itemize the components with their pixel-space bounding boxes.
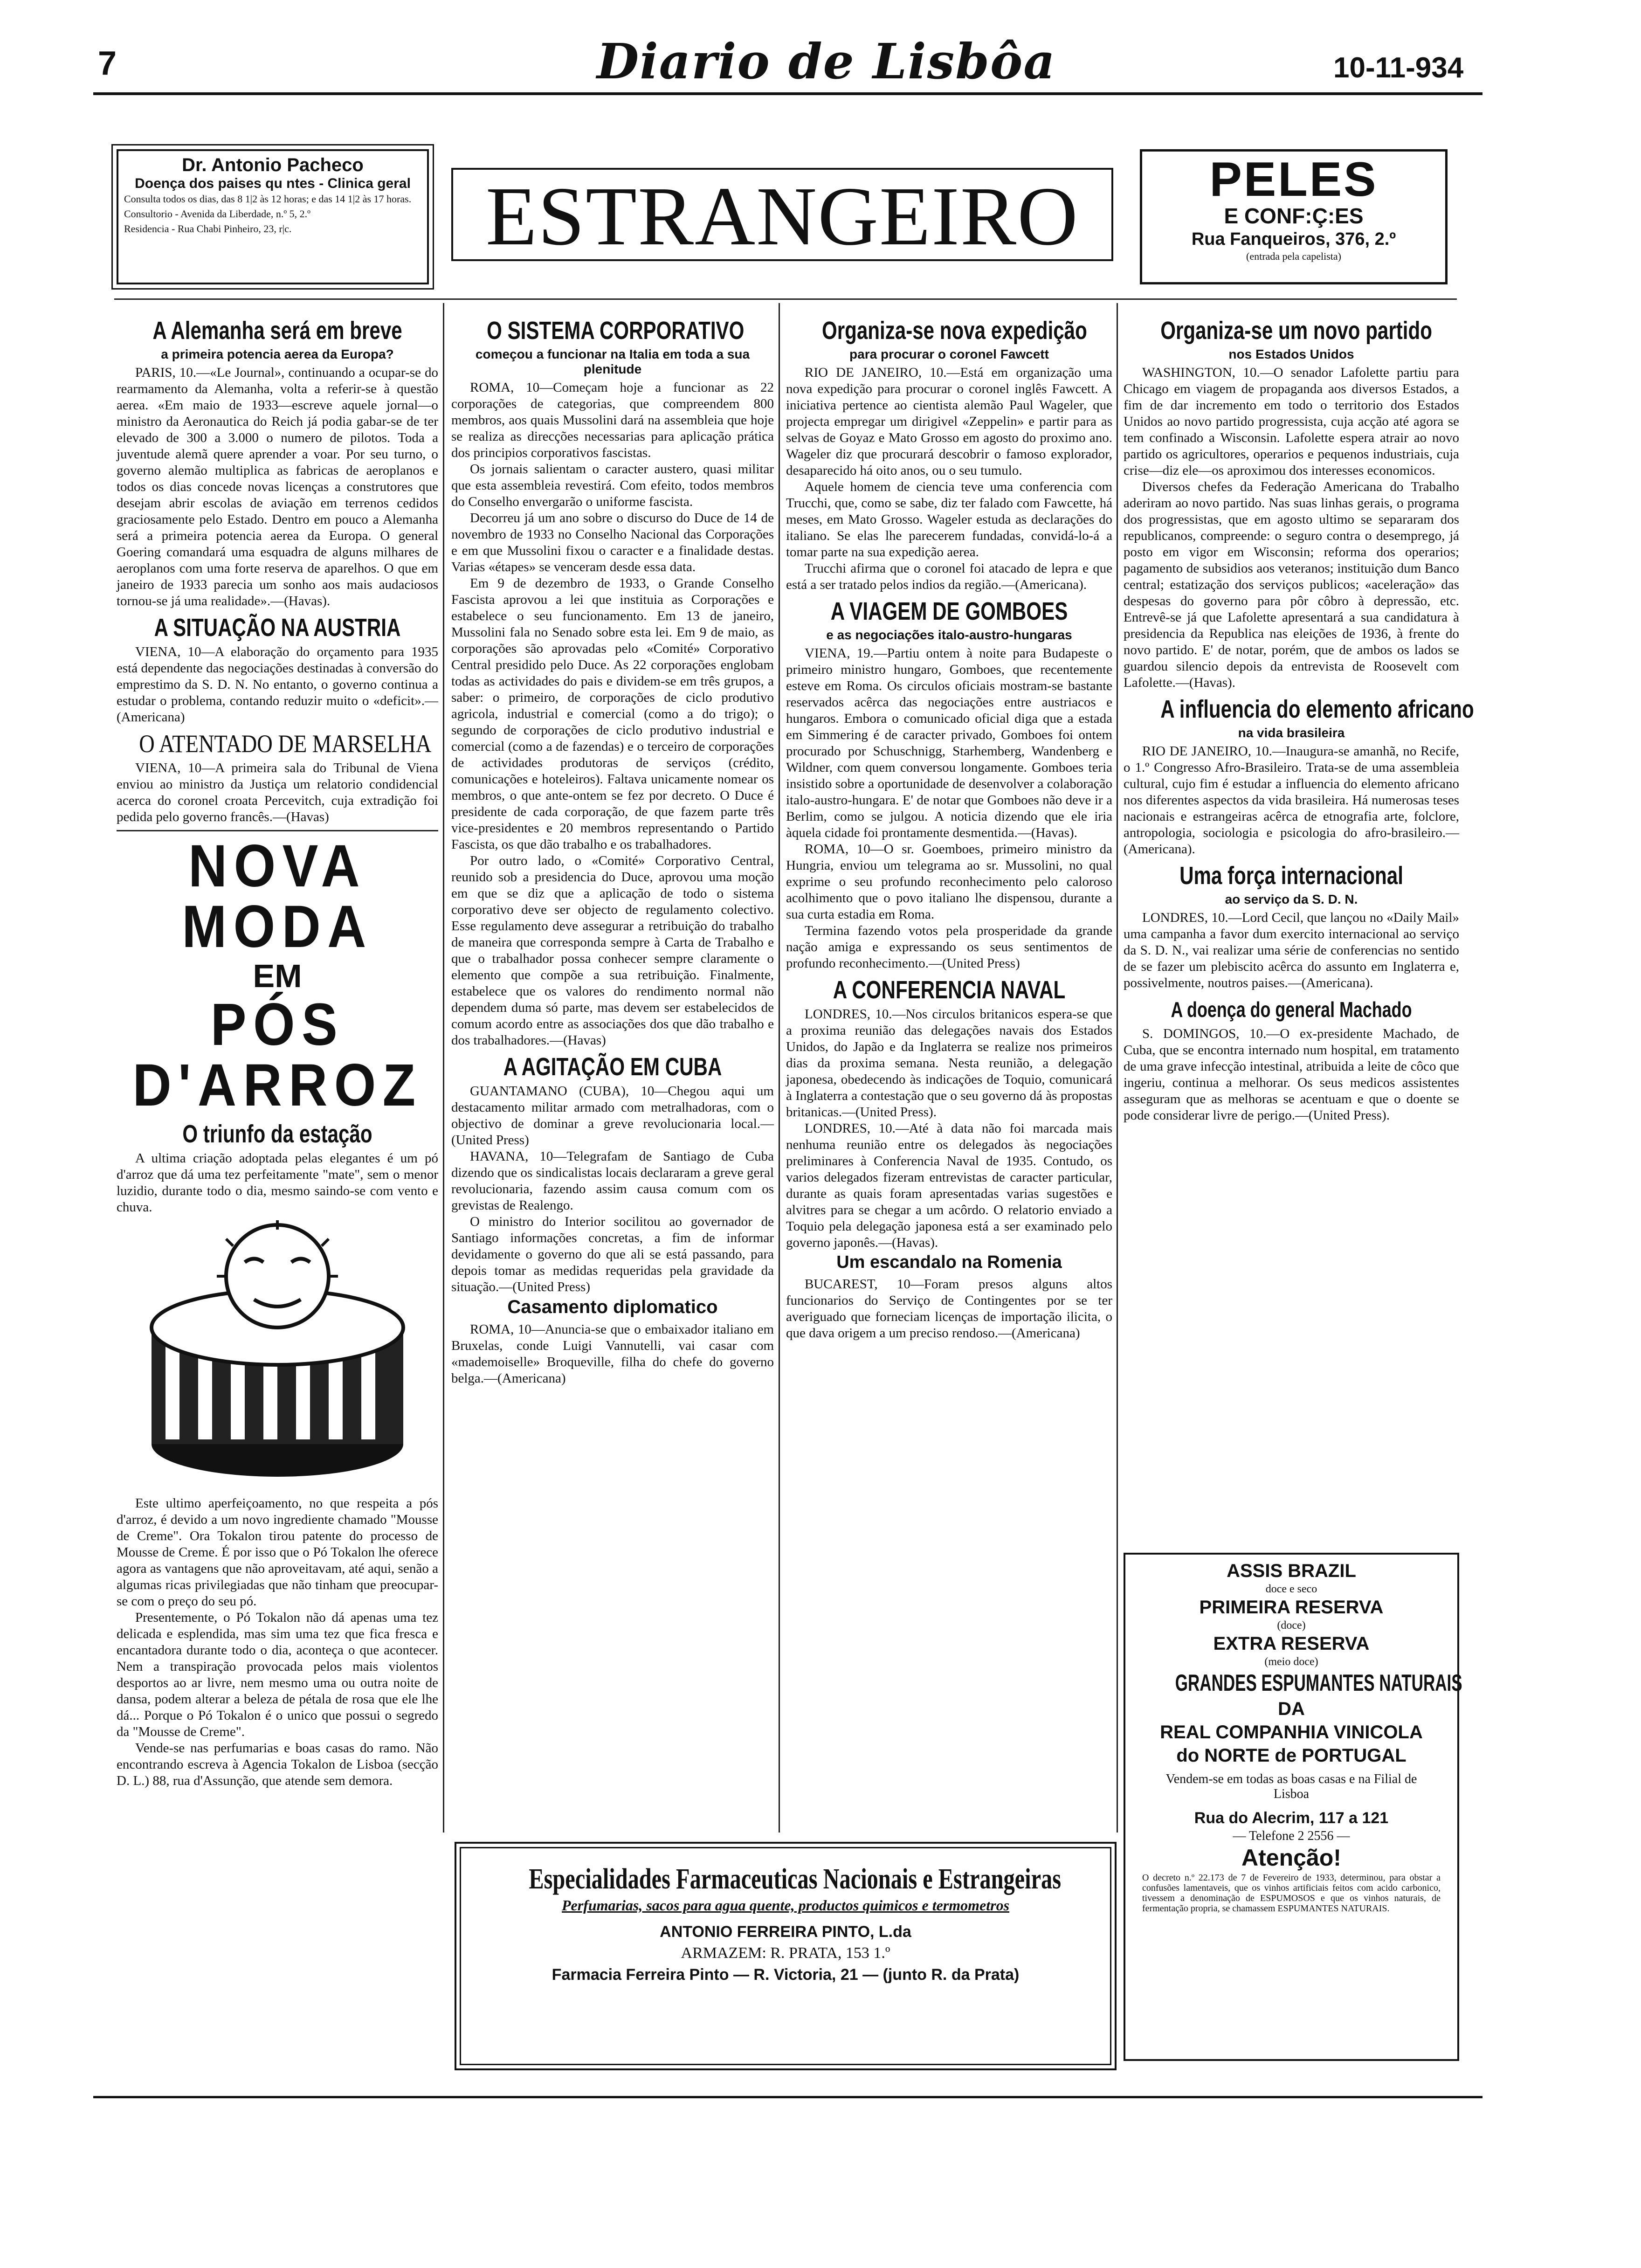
doctor-name: Dr. Antonio Pacheco bbox=[182, 155, 364, 175]
page-number: 7 bbox=[98, 45, 117, 82]
headline: O ATENTADO DE MARSELHA bbox=[139, 730, 432, 758]
masthead-rule bbox=[93, 92, 1482, 95]
peles-note: (entrada pela capelista) bbox=[1246, 250, 1341, 262]
tokalon-ad-headline: NOVA MODA bbox=[182, 833, 373, 960]
subheadline: para procurar o coronel Fawcett bbox=[849, 347, 1049, 361]
peles-ad bbox=[1140, 149, 1448, 284]
tokalon-ad-text: Este ultimo aperfeiçoamento, no que respeita a pós d'arroz, é devido a um novo ingrediente chamado "Mousse de Creme". Ora Tokalon tirou patente do processo de Mousse de Creme. É por isso que o Pó Tokalon lhe oferece agora as vantagens que não aproveitavam, até aqui, senão a algumas ricas privilegiadas que não tinham que preocupar-se com o preço do seu pó. bbox=[117, 1496, 438, 1609]
wine-extra-reserva: EXTRA RESERVA bbox=[1213, 1633, 1370, 1654]
article-text: PARIS, 10.—«Le Journal», continuando a ocupar-se do rearmamento da Alemanha, volta a referir-se à questão aerea. «Em maio de 1933—escreve aquele jornal—o ministro da Aeronautica do Reich já podia gabar-se de ter elevado de 300 a 3.000 o numero de pilotos. Toda a juventude alemã quere aprender a voar. Por seu turno, o governo alemão multiplica as fabricas de aeroplanos e todos os dias concede novas licenças a construtores que desejam abrir escolas de aviação em terrenos cedidos graciosamente pelo Estado. Dentro em pouco a Alemanha será a primeira potencia aerea da Europa. O general Goering comandará uma esquadra de alguns milhares de aeroplanos com uma forte reserva de aparelhos. O que em janeiro de 1933 parecia um sonho aos mais audaciosos tornou-se já uma realidade».—(Havas). bbox=[117, 365, 438, 608]
page-bottom-rule bbox=[93, 2096, 1482, 2098]
subheadline: na vida brasileira bbox=[1238, 726, 1345, 740]
article-text: RIO DE JANEIRO, 10.—Inaugura-se amanhã, no Recife, o 1.º Congresso Afro-Brasileiro. Trata-se de uma assembleia cultural, cujo fim é estudar a influencia do elemento africano nos diferentes aspectos da vida brasileira. Há numerosas teses nacionais e estrangeiras acêrca de etnografia arte, folclore, antropologia, sociologia e psicologia do afro-brasileiro.—(Americana). bbox=[1124, 744, 1459, 857]
doctor-office: Consultorio - Avenida da Liberdade, n.º 5, 2.º bbox=[124, 208, 310, 220]
wine-address: Rua do Alecrim, 117 a 121 bbox=[1194, 1809, 1389, 1827]
pharmacy-products: Perfumarias, sacos para agua quente, productos quimicos e termometros bbox=[561, 1897, 1010, 1914]
article-text: BUCAREST, 10—Foram presos alguns altos funcionarios do Serviço de Contingentes por se ter averiguado que forneciam licenças de importação ilicita, o que dava origem a um preciso rendoso.—(Americana) bbox=[786, 1277, 1112, 1341]
headline: Organiza-se um novo partido bbox=[1160, 317, 1432, 345]
pharmacy-address: Farmacia Ferreira Pinto — R. Victoria, 21 — (junto R. da Prata) bbox=[552, 1966, 1020, 1984]
wine-region: do NORTE de PORTUGAL bbox=[1176, 1745, 1407, 1766]
powder-box-illustration bbox=[138, 1220, 417, 1491]
headline: Um escandalo na Romenia bbox=[836, 1252, 1062, 1272]
doctor-hours: Consulta todos os dias, das 8 1|2 às 12 horas; e das 14 1|2 às 17 horas. bbox=[124, 193, 412, 205]
article-text: ROMA, 10—Começam hoje a funcionar as 22 corporações de categorias, que compreendem 800 membros, aos quais Mussolini dará na assembleia que hoje se realiza as direcções necessarias para aplicação prática dos principios corporativos fascistas. bbox=[451, 380, 774, 460]
column-2 bbox=[451, 312, 774, 1387]
tokalon-ad-em: EM bbox=[253, 958, 302, 994]
column-1 bbox=[117, 312, 438, 1789]
article-text: LONDRES, 10.—Lord Cecil, que lançou no «Daily Mail» uma campanha a favor dum exercito internacional ao serviço da S. D. N., vai realizar uma série de conferencias no sentido de se fazer um plebiscito acêrca do assunto em Inglaterra e, possivelmente, noutros paises.—(Americana). bbox=[1124, 910, 1459, 990]
subheadline: e as negociações italo-austro-hungaras bbox=[826, 628, 1072, 642]
article-text: Em 9 de dezembro de 1933, o Grande Conselho Fascista aprovou a lei que instituia as Corporações e estabelece o seu funcionamento. Em 13 de janeiro, Mussolini fala no Senado sobre esta lei. Em 9 de maio, as corporações são aprovadas pelo «Comité» Corporativo Central presidido pelo Duce. As 22 corporações englobam todas as actividades do pais e dividem-se em três grupos, a saber: o primeiro, de corporações de ciclo produtivo agricola, industrial e comercial (como a do trigo); o segundo de corporações de ciclo produtivo industrial e comercial (como a de fazendas) e o terceiro de corporações de actividades produtoras de serviços (crédito, comunicações e hoteleiros). Faltava unicamente nomear os membros, o que ante-ontem se fez por decreto. O Duce é presidente de cada corporação, de que fazem parte três vice-presidentes e 20 membros representando o Partido Fascista, os que dão trabalho e os trabalhadores. bbox=[451, 576, 774, 852]
tokalon-ad-text: Vende-se nas perfumarias e boas casas do ramo. Não encontrando escreva à Agencia Tokalon de Lisboa (secção D. L.) 88, rua d'Assunção, que atende sem demora. bbox=[117, 1741, 438, 1788]
headline: A doença do general Machado bbox=[1171, 997, 1412, 1022]
article-text: RIO DE JANEIRO, 10.—Está em organização uma nova expedição para procurar o coronel inglês Fawcett. A iniciativa pertence ao cientista alemão Paul Wageler, que projecta empregar um dirigivel «Zeppelin» e partir para as selvas de Goyaz e Mato Grosso em agosto do proximo ano. Wageler diz que procurará descobrir o famoso explorador, desaparecido há oito anos, ou o seu tumulo. bbox=[786, 365, 1112, 478]
article-text: S. DOMINGOS, 10.—O ex-presidente Machado, de Cuba, que se encontra internado num hospital, em tratamento de uma grave infecção intestinal, atribuida a leite de côco que ingeriu, continua a melhorar. Os seus medicos assistentes asseguram que as melhoras se acentuam e que o doente se pode considerar livre de perigo.—(United Press). bbox=[1124, 1026, 1459, 1123]
column-divider bbox=[1117, 303, 1118, 1832]
wine-da: DA bbox=[1278, 1699, 1305, 1719]
article-text: WASHINGTON, 10.—O senador Lafolette partiu para Chicago em viagem de propaganda aos diversos Estados, a fim de dar incremento em todo o territorio dos Estados Unidos ao novo partido progressista, cuja acção até agora se tem confinado a Wisconsin. Lafolette espera atrair ao novo partido os agricultores, operarios e pequenos industriais, cuja crise—diz ele—os aproximou dos interesses economicos. bbox=[1124, 365, 1459, 478]
pharmacy-warehouse: ARMAZEM: R. PRATA, 153 1.º bbox=[681, 1944, 890, 1962]
wine-company: REAL COMPANHIA VINICOLA bbox=[1160, 1722, 1423, 1742]
headline: A SITUAÇÃO NA AUSTRIA bbox=[154, 614, 401, 642]
article-text: Trucchi afirma que o coronel foi atacado de lepra e que está a ser tratado pelos indios da região.—(Americana). bbox=[786, 561, 1112, 592]
article-text: VIENA, 19.—Partiu ontem à noite para Budapeste o primeiro ministro hungaro, Gomboes, que recentemente esteve em Roma. Os circulos oficiais mostram-se bastante reservados acêrca das negociações entre austriacos e hungaros. Embora o comunicado oficial diga que a estada em Simmering é de caracter privado, Gomboes foi ontem procurado por Schuschnigg, Starhemberg, Wandenberg e Wildner, com quem conversou longamente. Gomboes teria insistido sobre a oportunidade de desenvolver a colaboração italo-austro-hungara. E' de notar que Gomboes não deve ir a Berlim, como se julgou. A noticia dizendo que ele iria àquela cidade foi prontamente desmentida.—(Havas). bbox=[786, 646, 1112, 840]
wine-assis-brazil: ASSIS BRAZIL bbox=[1227, 1561, 1356, 1581]
wine-decree: O decreto n.º 22.173 de 7 de Fevereiro de 1933, determinou, para obstar a confusões lamentaveis, que os vinhos artificiais feitos com acido carbonico, tivessem a denominação de ESPUMOSOS e que os vinhos naturais, de fermentação propria, se chamassem ESPUMANTES NATURAIS. bbox=[1142, 1873, 1441, 1914]
subheadline: a primeira potencia aerea da Europa? bbox=[161, 347, 394, 361]
article-text: ROMA, 10—Anuncia-se que o embaixador italiano em Bruxelas, conde Luigi Vannutelli, vai casar com «mademoiselle» Broqueville, filha do chefe do governo belga.—(Americana) bbox=[451, 1322, 774, 1386]
headline: A AGITAÇÃO EM CUBA bbox=[503, 1053, 722, 1081]
pharmacy-ad bbox=[455, 1842, 1117, 2070]
headline: Organiza-se nova expedição bbox=[822, 317, 1087, 345]
article-text: O ministro do Interior socilitou ao governador de Santiago informações concretas, a fim de informar devidamente o governo do que ali se está passando, para depois tomar as medidas requeridas pela gravidade da situação.—(United Press) bbox=[451, 1214, 774, 1294]
section-rule bbox=[114, 298, 1457, 300]
tokalon-ad-text: Presentemente, o Pó Tokalon não dá apenas uma tez delicada e esplendida, mas sim uma tez que fica fresca e encantadora durante todo o dia, aconteça o que acontecer. Nem a transpiração provocada pelos mais violentos desportos ao ar livre, nem mesmo uma ou outra noite de dansa, podem alterar a beleza de pétala de rosa que ele lhe dá... Porque o Pó Tokalon é o unico que possui o segredo da "Mousse de Creme". bbox=[117, 1610, 438, 1739]
article-text: Termina fazendo votos pela prosperidade da grande nação amiga e expressando os seus sentimentos de profundo reconhecimento.—(United Press) bbox=[786, 923, 1112, 971]
pharmacy-company: ANTONIO FERREIRA PINTO, L.da bbox=[660, 1923, 911, 1941]
tokalon-ad-product: PÓS D'ARROZ bbox=[132, 991, 422, 1119]
peles-title: PELES bbox=[1209, 152, 1378, 207]
tokalon-ad-text: A ultima criação adoptada pelas elegantes é um pó d'arroz que dá uma tez perfeitamente "mate", sem o menor luzidio, durante todo o dia, mesmo saindo-se com vento e chuva. bbox=[117, 1151, 438, 1215]
wine-ad bbox=[1124, 1553, 1462, 2061]
headline: O SISTEMA CORPORATIVO bbox=[487, 317, 745, 345]
wine-assis-note: doce e seco bbox=[1265, 1583, 1317, 1595]
article-text: VIENA, 10—A elaboração do orçamento para 1935 está dependente das negociações destinadas à conversão do emprestimo da S. D. N. No entanto, o governo continua a estudar o problema, contando reduzir muito o «deficit».—(Americana) bbox=[117, 644, 438, 725]
wine-primeira-reserva: PRIMEIRA RESERVA bbox=[1199, 1597, 1384, 1618]
headline: A Alemanha será em breve bbox=[152, 317, 402, 345]
headline: A CONFERENCIA NAVAL bbox=[833, 976, 1066, 1004]
peles-address: Rua Fanqueiros, 376, 2.º bbox=[1191, 229, 1396, 249]
headline: Casamento diplomatico bbox=[507, 1297, 718, 1317]
headline: A VIAGEM DE GOMBOES bbox=[830, 597, 1068, 625]
headline: A influencia do elemento africano bbox=[1160, 695, 1474, 723]
section-banner: ESTRANGEIRO bbox=[451, 168, 1113, 261]
column-divider bbox=[443, 303, 444, 1832]
column-4 bbox=[1124, 312, 1474, 1124]
wine-attention: Atenção! bbox=[1241, 1845, 1341, 1871]
doctor-residence: Residencia - Rua Chabi Pinheiro, 23, r|c. bbox=[124, 223, 292, 235]
article-text: Decorreu já um ano sobre o discurso do Duce de 14 de novembro de 1933 no Conselho Nacional das Corporações e em que Mussolini fixou o caracter e a finalidade destas. Varias «étapes» se venceram desde essa data. bbox=[451, 511, 774, 574]
pharmacy-headline: Especialidades Farmaceuticas Nacionais e Estrangeiras bbox=[529, 1863, 1062, 1895]
newspaper-title: Diario de Lisbôa bbox=[597, 33, 1056, 90]
article-text: GUANTAMANO (CUBA), 10—Chegou aqui um destacamento militar armado com metralhadoras, com o objectivo de dominar a greve revolucionaria local.—(United Press) bbox=[451, 1084, 774, 1148]
wine-sales: Vendem-se em todas as boas casas e na Filial de Lisboa bbox=[1165, 1772, 1417, 1801]
wine-extra-note: (meio doce) bbox=[1264, 1656, 1318, 1668]
subheadline: nos Estados Unidos bbox=[1228, 347, 1354, 361]
article-text: VIENA, 10—A primeira sala do Tribunal de Viena enviou ao ministro da Justiça um relatorio condidencial acerca do coronel croata Percevitch, cuja extradição foi pedida pelo governo francês.—(Havas) bbox=[117, 761, 438, 824]
article-text: Os jornais salientam o caracter austero, quasi militar que esta assembleia revestirá. Com efeito, todos membros do Conselho envergarão o uniforme fascista. bbox=[451, 462, 774, 509]
tokalon-ad-subhead: O triunfo da estação bbox=[182, 1120, 372, 1148]
column-3 bbox=[786, 312, 1112, 1341]
article-text: Diversos chefes da Federação Americana do Trabalho aderiram ao novo partido. Nas suas linhas gerais, o programa dos progressistas, que em agosto ultimo se separaram dos republicanos, compreende: o seguro contra o desemprego, já posto em vigor em Wisconsin; reforma dos operarios; pagamento de subsidios aos veteranos; instituição dum Banco central; estatização dos serviços publicos; «aceleração» das despesas do governo para pôr côbro à depressão, etc. Entrevê-se já que Lafolette apresentará a sua candidatura à presidencia da Republica nas eleições de 1936, à frente do novo partido. E' de notar, porém, que de ambos os lados se guardou silencio depois da entrevista de Roosevelt com Lafolette.—(Havas). bbox=[1124, 479, 1459, 690]
doctor-ad bbox=[117, 149, 429, 284]
wine-phone: — Telefone 2 2556 — bbox=[1233, 1829, 1350, 1843]
article-text: Por outro lado, o «Comité» Corporativo Central, reunido sob a presidencia do Duce, aprovou uma moção em que se diz que a aplicação de todo o sistema corporativo deve ser objecto de regulamento colectivo. Esse regulamento deve assegurar a retribuição do trabalho de maneira que corresponda sempre à Carta de Trabalho e que o trabalhador possa conhecer sempre claramente o elemento que compõe a sua retribuição. Finalmente, estabelece que os valores do rendimento normal não dependem duma só parte, mas devem ser estabelecidos de comum acordo entre as associações dos que dão trabalho e dos trabalhadores.—(Havas) bbox=[451, 853, 774, 1048]
article-text: ROMA, 10—O sr. Goemboes, primeiro ministro da Hungria, enviou um telegrama ao sr. Mussolini, no qual exprime o seu profundo reconhecimento pelo caloroso acolhimento que o povo italiano lhe dispensou, durante a sua curta estadia em Roma. bbox=[786, 842, 1112, 922]
issue-date: 10-11-934 bbox=[1333, 52, 1464, 84]
rule bbox=[117, 830, 438, 831]
doctor-specialty: Doença dos paises qu ntes - Clinica geral bbox=[135, 176, 411, 191]
article-text: HAVANA, 10—Telegrafam de Santiago de Cuba dizendo que os sindicalistas locais declararam a greve geral revolucionaria, fazendo assim causa comum com os grevistas de Realengo. bbox=[451, 1149, 774, 1213]
wine-espumantes: GRANDES ESPUMANTES NATURAIS bbox=[1175, 1670, 1462, 1696]
headline: Uma força internacional bbox=[1179, 862, 1403, 890]
peles-subtitle: E CONF:Ç:ES bbox=[1224, 204, 1364, 228]
subheadline: ao serviço da S. D. N. bbox=[1225, 892, 1358, 906]
article-text: LONDRES, 10.—Nos circulos britanicos espera-se que a proxima reunião das delegações navais dos Estados Unidos, do Japão e da Inglaterra se realize nos primeiros dias da proxima semana. Nesta reunião, a delegação japonesa, obedecendo às indicações de Toquio, comunicará à Inglaterra a contestação que o seu governo dá às propostas britanicas.—(United Press). bbox=[786, 1007, 1112, 1120]
subheadline: começou a funcionar na Italia em toda a sua plenitude bbox=[475, 347, 750, 376]
article-text: Aquele homem de ciencia teve uma conferencia com Trucchi, que, como se sabe, diz ter falado com Fawcette, há meses, em Mato Grosso. Wageler estuda as declarações do italiano. Se elas lhe parecerem fundadas, convidá-lo-á a tomar parte na sua expedição aerea. bbox=[786, 479, 1112, 560]
wine-primeira-note: (doce) bbox=[1277, 1619, 1306, 1632]
column-divider bbox=[779, 303, 780, 1832]
article-text: LONDRES, 10.—Até à data não foi marcada mais nenhuma reunião entre os delegados às negociações preliminares à Conferencia Naval de 1935. Contudo, os varios delegados fizeram entrevistas de caracter particular, durante as quais foram apresentadas varias sugestões e alvitres para se chegar a um acôrdo. O relatorio enviado a Toquio pela delegação japonesa está a ser examinado pelo governo japonês.—(Havas). bbox=[786, 1121, 1112, 1250]
